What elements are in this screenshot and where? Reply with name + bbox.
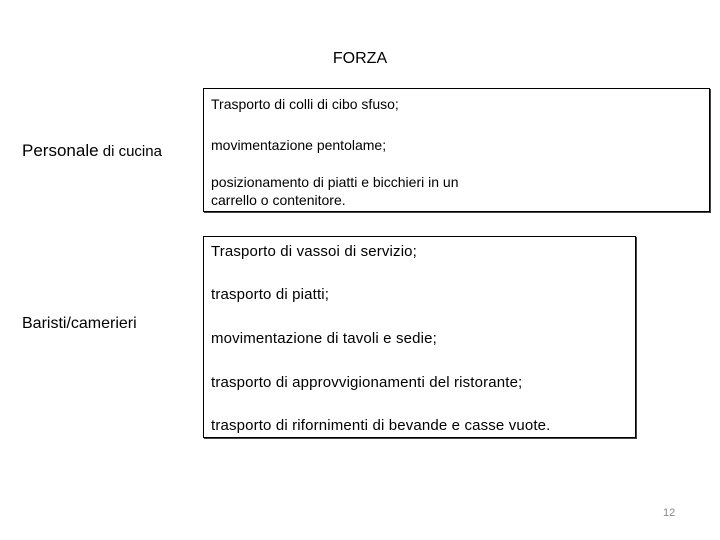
task-item: movimentazione di tavoli e sedie; xyxy=(211,330,437,347)
page-number: 12 xyxy=(663,507,676,519)
slide-title xyxy=(0,50,720,68)
task-item xyxy=(211,173,458,209)
task-item: Trasporto di vassoi di servizio; xyxy=(211,243,417,260)
task-item: movimentazione pentolame; xyxy=(211,137,387,153)
group-label-baristi-camerieri: Baristi/camerieri xyxy=(22,315,137,332)
task-box-baristi-camerieri xyxy=(203,236,636,438)
group-label-strong: Personale xyxy=(22,141,99,160)
task-item: trasporto di approvvigionamenti del ristorante; xyxy=(211,374,523,391)
task-item-line: carrello o contenitore. xyxy=(211,192,346,208)
task-item: trasporto di piatti; xyxy=(211,286,330,303)
task-item: Trasporto di colli di cibo sfuso; xyxy=(211,96,399,112)
task-box-personale-cucina xyxy=(203,88,710,212)
group-label-personale-cucina xyxy=(22,141,162,161)
group-label-rest: di cucina xyxy=(98,143,162,160)
task-item-line: posizionamento di piatti e bicchieri in un xyxy=(211,174,459,190)
title-text: FORZA xyxy=(332,50,388,67)
task-item: trasporto di rifornimenti di bevande e casse vuote. xyxy=(211,417,551,434)
